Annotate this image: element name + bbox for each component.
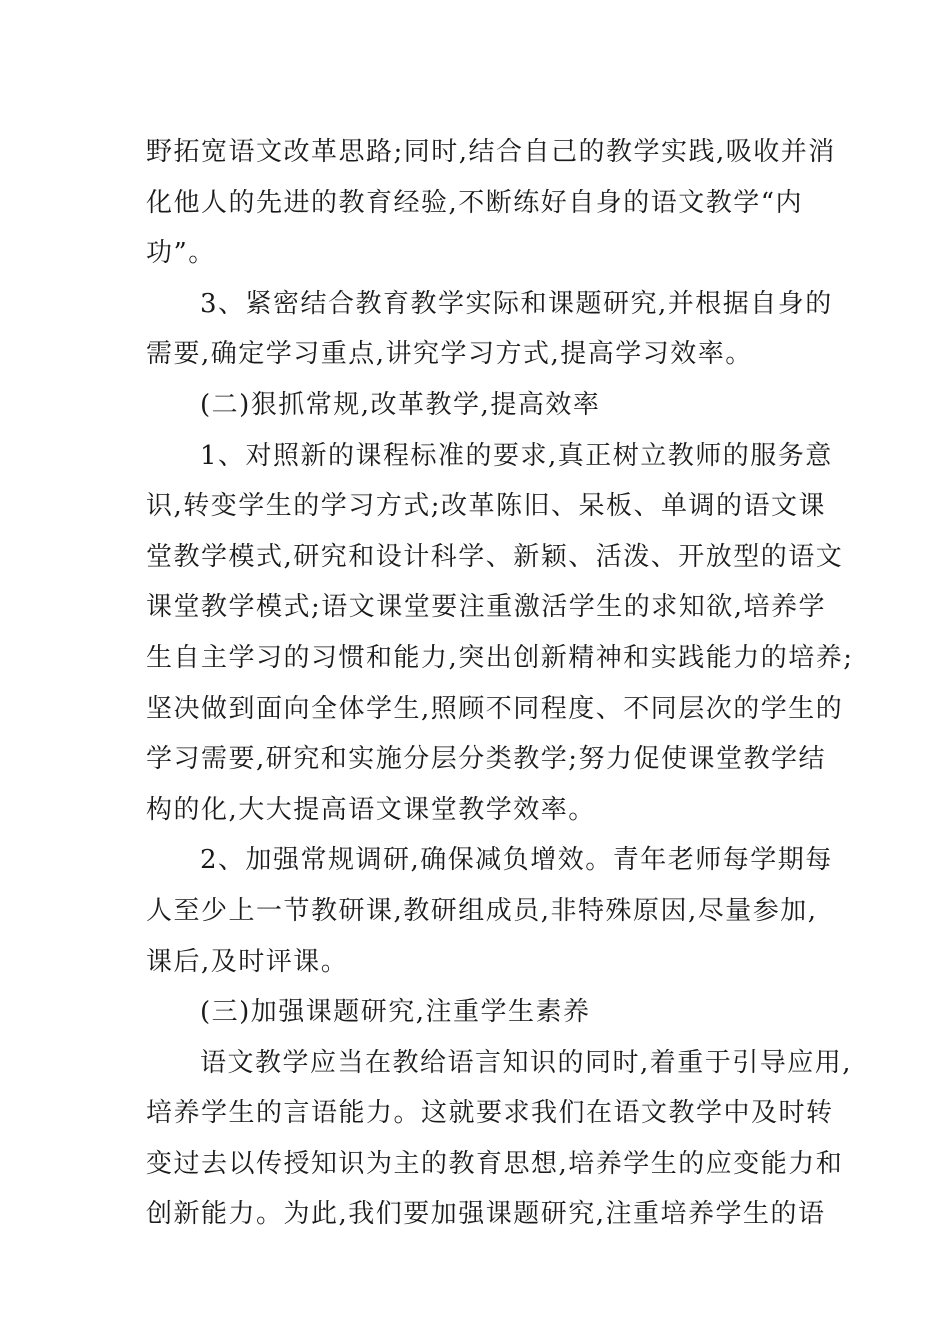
text-line-13: 学习需要,研究和实施分层分类教学;努力促使课堂教学结 [146,744,827,775]
text-line-12: 坚决做到面向全体学生,照顾不同程度、不同层次的学生的 [146,693,844,724]
text-line-2: 化他人的先进的教育经验,不断练好自身的语文教学“内 [146,187,804,218]
text-line-1: 野拓宽语文改革思路;同时,结合自己的教学实践,吸收并消 [146,137,836,167]
text-line-7: 1、对照新的课程标准的要求,真正树立教师的服务意 [200,440,833,471]
text-line-15: 2、加强常规调研,确保减负增效。青年老师每学期每 [200,845,833,876]
text-line-21: 变过去以传授知识为主的教育思想,培养学生的应变能力和 [146,1148,844,1179]
text-line-4: 3、紧密结合教育教学实际和课题研究,并根据自身的 [200,288,833,319]
text-line-20: 培养学生的言语能力。这就要求我们在语文教学中及时转 [146,1098,834,1129]
text-line-8: 识,转变学生的学习方式;改革陈旧、呆板、单调的语文课 [146,491,827,522]
text-line-10: 课堂教学模式;语文课堂要注重激活学生的求知欲,培养学 [146,592,827,623]
text-line-22: 创新能力。为此,我们要加强课题研究,注重培养学生的语 [146,1199,826,1230]
document-body [146,127,854,1240]
text-line-9: 堂教学模式,研究和设计科学、新颖、活泼、开放型的语文 [146,541,844,572]
section-heading-2: (二)狠抓常规,改革教学,提高效率 [200,389,601,420]
text-line-5: 需要,确定学习重点,讲究学习方式,提高学习效率。 [146,339,753,370]
text-line-16: 人至少上一节教研课,教研组成员,非特殊原因,尽量参加, [146,895,818,926]
text-line-3: 功”。 [146,238,216,269]
text-line-14: 构的化,大大提高语文课堂教学效率。 [146,794,596,825]
text-line-11: 生自主学习的习惯和能力,突出创新精神和实践能力的培养; [146,642,854,673]
section-heading-3: (三)加强课题研究,注重学生素养 [200,997,591,1028]
text-line-17: 课后,及时评课。 [146,946,349,977]
text-line-19: 语文教学应当在教给语言知识的同时,着重于引导应用, [200,1047,853,1078]
